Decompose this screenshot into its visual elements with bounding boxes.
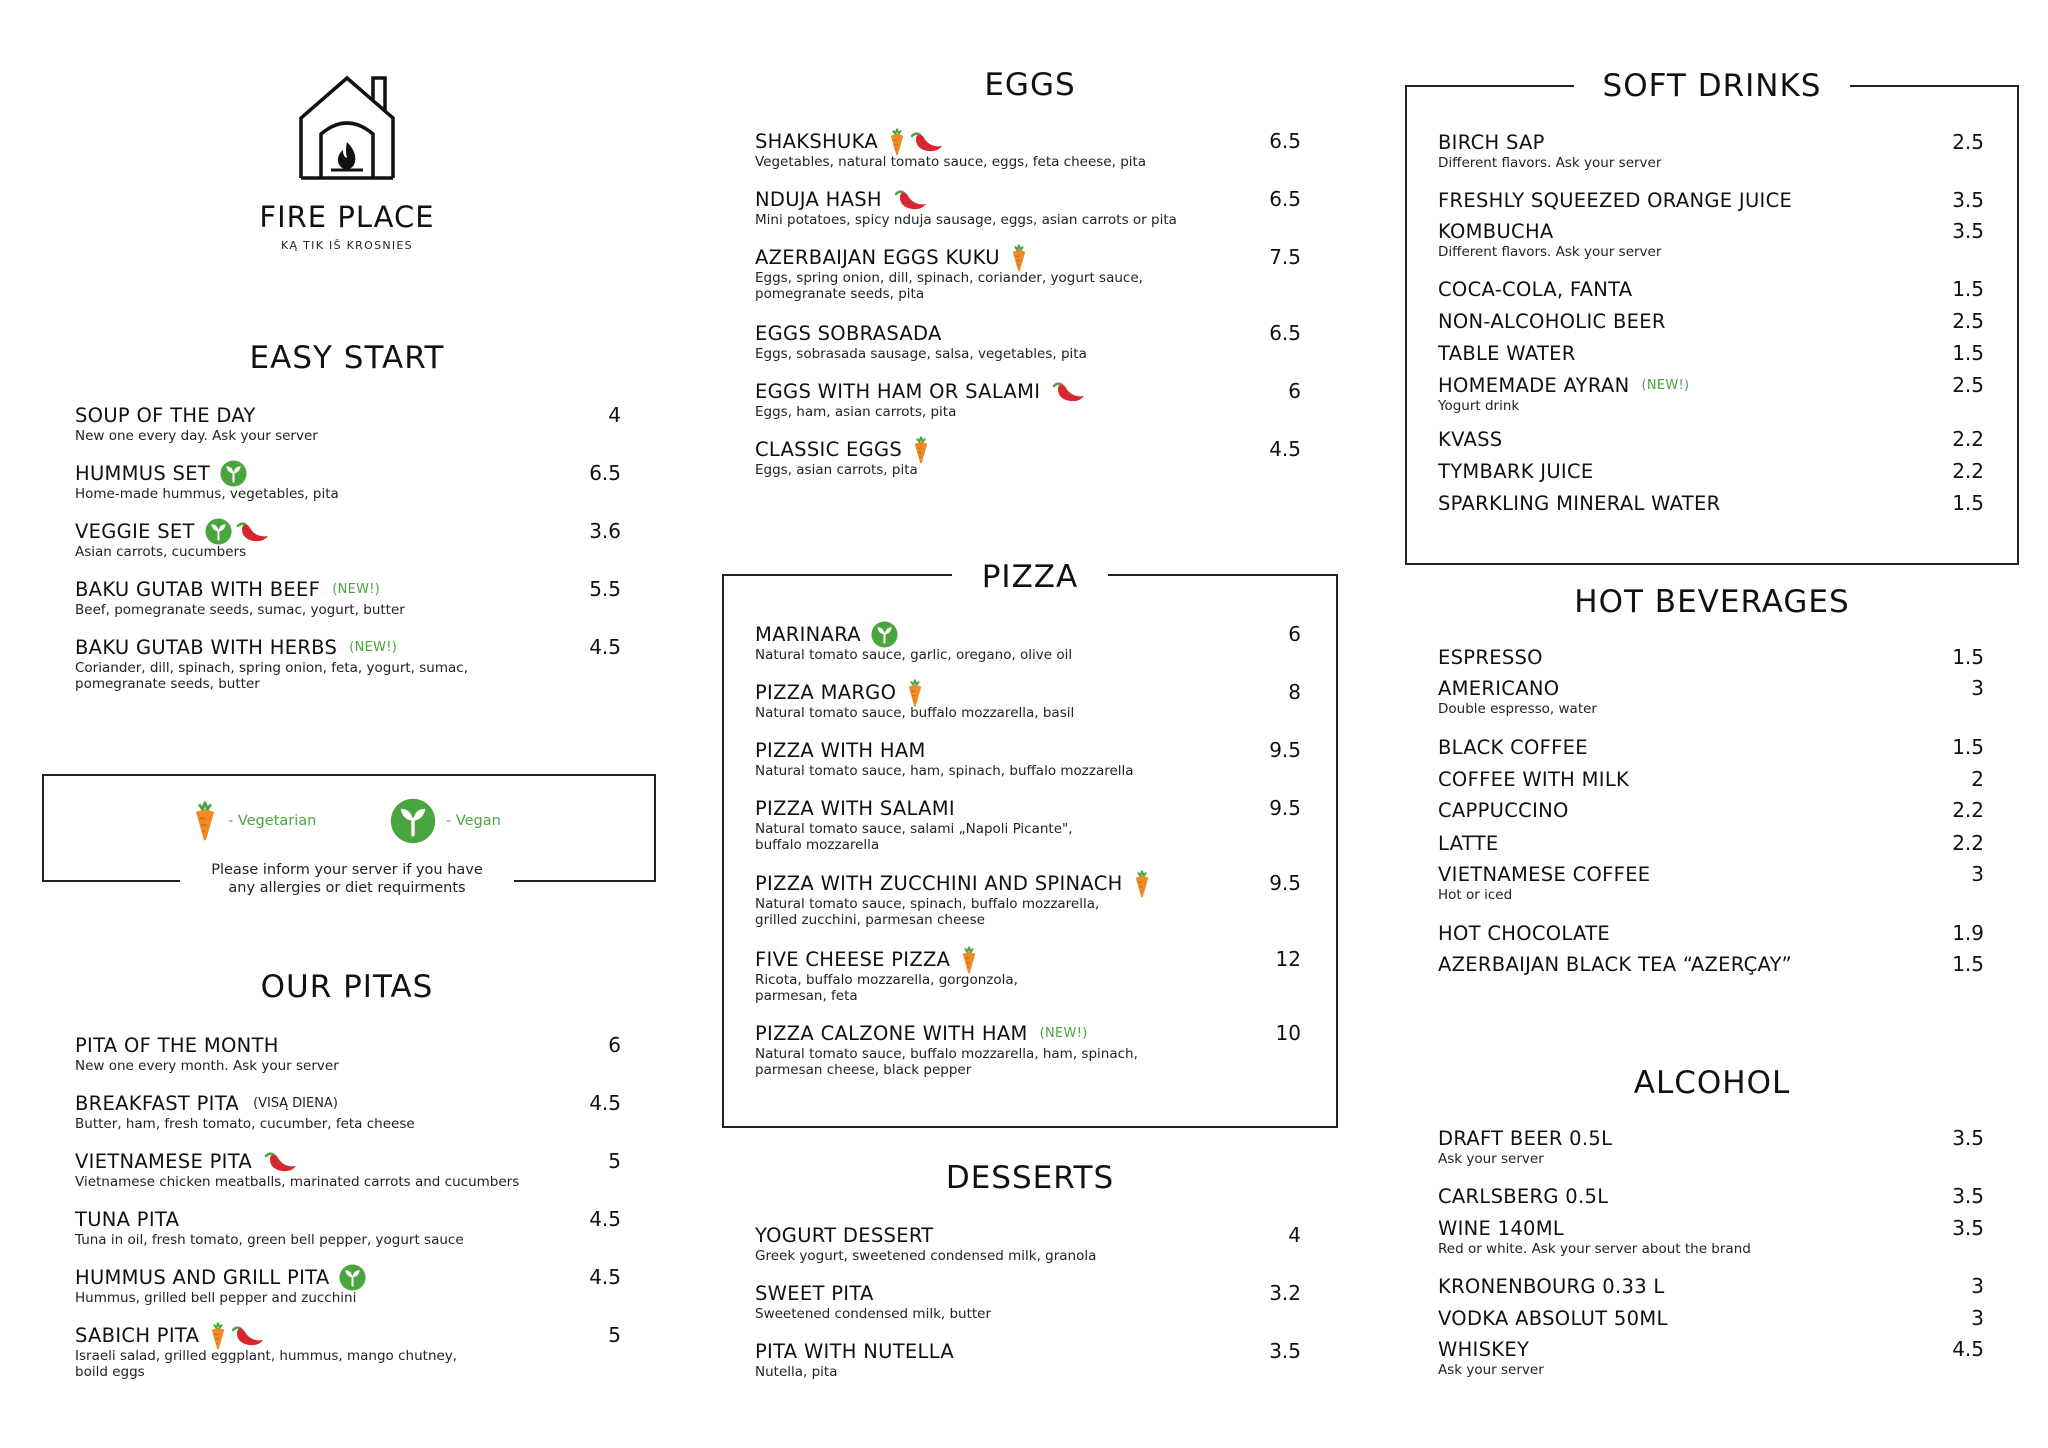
item-desc: Home-made hummus, vegetables, pita (75, 486, 339, 502)
easy-start-list (75, 402, 621, 692)
item-name: PIZZA WITH SALAMI (755, 797, 955, 820)
item-name: PIZZA CALZONE WITH HAM (755, 1022, 1028, 1045)
item-price: 3.5 (1952, 1126, 1984, 1150)
item-price: 2.5 (1952, 309, 1984, 333)
item-price: 7.5 (1269, 245, 1301, 269)
item-name: PIZZA WITH ZUCCHINI AND SPINACH (755, 872, 1123, 895)
carrot-icon (888, 127, 906, 157)
chili-icon (262, 1150, 298, 1174)
menu-item (1438, 1305, 1984, 1336)
item-name: VODKA ABSOLUT 50ML (1438, 1307, 1668, 1330)
menu-item (755, 436, 1301, 494)
menu-item (75, 1264, 621, 1322)
carrot-icon (912, 435, 930, 465)
menu-item (1438, 308, 1984, 340)
carrot-icon (209, 1321, 227, 1351)
item-desc: boild eggs (75, 1364, 145, 1380)
item-desc: Different flavors. Ask your server (1438, 155, 1662, 171)
item-desc: Butter, ham, fresh tomato, cucumber, feta cheese (75, 1116, 415, 1132)
menu-item (75, 1090, 621, 1148)
item-price: 6 (1288, 379, 1301, 403)
menu-item (75, 1322, 621, 1380)
menu-item (1438, 951, 1984, 982)
item-name: TABLE WATER (1438, 342, 1576, 365)
menu-item (75, 1032, 621, 1090)
item-name: BIRCH SAP (1438, 131, 1545, 154)
item-price: 1.5 (1952, 952, 1984, 976)
new-badge: (NEW!) (1641, 378, 1690, 393)
item-name: WHISKEY (1438, 1338, 1530, 1361)
item-price: 4 (608, 403, 621, 427)
item-price: 12 (1275, 947, 1301, 971)
menu-item (755, 1020, 1301, 1096)
item-name: VEGGIE SET (75, 520, 195, 543)
item-name: SPARKLING MINERAL WATER (1438, 492, 1721, 515)
desserts-list (755, 1222, 1301, 1396)
item-price: 3.5 (1952, 1184, 1984, 1208)
item-desc: parmesan cheese, black pepper (755, 1062, 972, 1078)
vegan-icon (871, 621, 898, 648)
menu-item (75, 576, 621, 634)
item-desc: Yogurt drink (1438, 398, 1520, 414)
item-price: 5 (608, 1149, 621, 1173)
item-desc: parmesan, feta (755, 988, 858, 1004)
item-price: 5.5 (589, 577, 621, 601)
item-name: BAKU GUTAB WITH HERBS (75, 636, 338, 659)
legend-vegetarian-label: - Vegetarian (228, 813, 317, 829)
item-desc: Tuna in oil, fresh tomato, green bell pepper, yogurt sauce (75, 1232, 464, 1248)
item-name: LATTE (1438, 832, 1499, 855)
item-price: 9.5 (1269, 738, 1301, 762)
legend-vegan (390, 798, 501, 844)
section-title-pizza: PIZZA (981, 559, 1079, 595)
item-price: 4.5 (589, 635, 621, 659)
item-desc: buffalo mozzarella (755, 837, 880, 853)
menu-item (1438, 1125, 1984, 1183)
menu-item (1438, 1215, 1984, 1273)
item-name: BLACK COFFEE (1438, 736, 1588, 759)
item-desc: Hummus, grilled bell pepper and zucchini (75, 1290, 357, 1306)
item-desc: Mini potatoes, spicy nduja sausage, eggs, asian carrots or pita (755, 212, 1177, 228)
item-price: 1.9 (1952, 921, 1984, 945)
menu-item (1438, 187, 1984, 218)
item-desc: Eggs, asian carrots, pita (755, 462, 918, 478)
new-badge: (NEW!) (349, 640, 398, 655)
menu-item (1438, 830, 1984, 861)
item-name: AMERICANO (1438, 677, 1560, 700)
item-desc: Sweetened condensed milk, butter (755, 1306, 992, 1322)
carrot-icon (960, 945, 978, 975)
item-price: 3.6 (589, 519, 621, 543)
carrot-icon (1133, 869, 1151, 899)
item-price: 10 (1275, 1021, 1301, 1045)
menu-item (75, 460, 621, 518)
item-name: SABICH PITA (75, 1324, 200, 1347)
item-desc: Different flavors. Ask your server (1438, 244, 1662, 260)
item-name: TYMBARK JUICE (1438, 460, 1594, 483)
item-desc: Asian carrots, cucumbers (75, 544, 247, 560)
menu-item (1438, 675, 1984, 734)
alcohol-list (1438, 1125, 1984, 1394)
item-desc: Natural tomato sauce, buffalo mozzarella, ham, spinach, (755, 1046, 1138, 1062)
item-desc: Vegetables, natural tomato sauce, eggs, feta cheese, pita (755, 154, 1147, 170)
section-title-our-pitas: OUR PITAS (260, 969, 434, 1005)
menu-item (755, 870, 1301, 946)
item-price: 9.5 (1269, 871, 1301, 895)
menu-item (1438, 644, 1984, 675)
item-desc: Greek yogurt, sweetened condensed milk, granola (755, 1248, 1097, 1264)
item-price: 3.5 (1952, 1216, 1984, 1240)
item-name: VIETNAMESE COFFEE (1438, 863, 1651, 886)
menu-item (1438, 1183, 1984, 1215)
chili-icon (229, 1324, 265, 1348)
menu-item (755, 320, 1301, 378)
menu-item (1438, 426, 1984, 458)
section-title-desserts: DESSERTS (945, 1160, 1115, 1196)
carrot-icon (1010, 243, 1028, 273)
house-fire-icon (295, 72, 399, 184)
item-name: EGGS SOBRASADA (755, 322, 942, 345)
item-price: 1.5 (1952, 277, 1984, 301)
menu-item (1438, 129, 1984, 187)
vegan-icon (390, 798, 436, 844)
item-desc: pomegranate seeds, pita (755, 286, 925, 302)
section-title-alcohol: ALCOHOL (1633, 1065, 1791, 1101)
soft-drinks-list (1438, 129, 1984, 522)
item-price: 6.5 (1269, 321, 1301, 345)
chili-icon (892, 188, 928, 212)
item-desc: Double espresso, water (1438, 701, 1597, 717)
menu-item (755, 679, 1301, 737)
item-desc: Ask your server (1438, 1151, 1544, 1167)
item-name: WINE 140ML (1438, 1217, 1565, 1240)
item-desc: pomegranate seeds, butter (75, 676, 260, 692)
brand-tagline: KĄ TIK IŠ KROSNIES (281, 239, 413, 252)
item-price: 1.5 (1952, 735, 1984, 759)
item-price: 4.5 (589, 1091, 621, 1115)
item-name: KVASS (1438, 428, 1503, 451)
item-price: 3 (1971, 862, 1984, 886)
item-price: 2.2 (1952, 831, 1984, 855)
chili-icon (234, 520, 270, 544)
menu-item (75, 1148, 621, 1206)
item-price: 3.5 (1952, 188, 1984, 212)
item-price: 6.5 (589, 461, 621, 485)
item-desc: Red or white. Ask your server about the brand (1438, 1241, 1751, 1257)
menu-item (75, 518, 621, 576)
eggs-list (755, 128, 1301, 494)
menu-item (1438, 490, 1984, 522)
menu-item (755, 795, 1301, 870)
menu-item (755, 128, 1301, 186)
menu-item (75, 634, 621, 692)
section-title-soft-drinks: SOFT DRINKS (1602, 68, 1822, 104)
menu-item (75, 402, 621, 460)
item-name: COFFEE WITH MILK (1438, 768, 1630, 791)
item-name: PIZZA WITH HAM (755, 739, 926, 762)
menu-item (1438, 458, 1984, 490)
item-name: HUMMUS SET (75, 462, 211, 485)
menu-item (755, 186, 1301, 244)
item-name: NDUJA HASH (755, 188, 882, 211)
allergy-note (180, 861, 514, 897)
item-name: ESPRESSO (1438, 646, 1543, 669)
item-price: 3 (1971, 1306, 1984, 1330)
item-name: EGGS WITH HAM OR SALAMI (755, 380, 1041, 403)
vegan-icon (339, 1264, 366, 1291)
menu-item (755, 621, 1301, 679)
hot-beverages-list (1438, 644, 1984, 982)
item-price: 9.5 (1269, 796, 1301, 820)
item-name: COCA-COLA, FANTA (1438, 278, 1633, 301)
item-name: TUNA PITA (75, 1208, 180, 1231)
item-price: 3 (1971, 676, 1984, 700)
carrot-icon (906, 678, 924, 708)
item-name: YOGURT DESSERT (755, 1224, 934, 1247)
item-desc: Nutella, pita (755, 1364, 838, 1380)
item-name: BAKU GUTAB WITH BEEF (75, 578, 321, 601)
item-name: KOMBUCHA (1438, 220, 1554, 243)
item-desc: Vietnamese chicken meatballs, marinated carrots and cucumbers (75, 1174, 520, 1190)
item-price: 6 (1288, 622, 1301, 646)
menu-item (755, 1338, 1301, 1396)
section-title-easy-start: EASY START (249, 340, 445, 376)
item-price: 2 (1971, 767, 1984, 791)
brand-logo (212, 72, 482, 252)
item-name: SOUP OF THE DAY (75, 404, 256, 427)
legend-vegetarian (192, 798, 316, 844)
item-name: BREAKFAST PITA (75, 1092, 240, 1115)
vegan-icon (205, 518, 232, 545)
item-note: (VISĄ DIENA) (253, 1096, 338, 1111)
item-price: 8 (1288, 680, 1301, 704)
item-price: 6 (608, 1033, 621, 1057)
item-price: 1.5 (1952, 491, 1984, 515)
allergy-note-line1: Please inform your server if you have (211, 862, 483, 878)
item-price: 2.2 (1952, 427, 1984, 451)
item-price: 2.5 (1952, 130, 1984, 154)
menu-item (755, 1222, 1301, 1280)
item-desc: New one every day. Ask your server (75, 428, 318, 444)
new-badge: (NEW!) (332, 582, 381, 597)
menu-item (75, 1206, 621, 1264)
item-desc: Ask your server (1438, 1362, 1544, 1378)
menu-item (755, 737, 1301, 795)
item-name: FRESHLY SQUEEZED ORANGE JUICE (1438, 189, 1793, 212)
chili-icon (908, 130, 944, 154)
carrot-icon (192, 798, 218, 844)
item-price: 1.5 (1952, 341, 1984, 365)
brand-name: FIRE PLACE (259, 200, 435, 234)
menu-item (755, 946, 1301, 1020)
pizza-list (755, 621, 1301, 1096)
item-price: 3.2 (1269, 1281, 1301, 1305)
item-desc: Natural tomato sauce, ham, spinach, buffalo mozzarella (755, 763, 1134, 779)
vegan-icon (220, 460, 247, 487)
item-name: MARINARA (755, 623, 861, 646)
item-desc: Natural tomato sauce, garlic, oregano, olive oil (755, 647, 1073, 663)
our-pitas-list (75, 1032, 621, 1380)
section-title-eggs: EGGS (984, 67, 1076, 103)
item-price: 4 (1288, 1223, 1301, 1247)
menu-item (755, 1280, 1301, 1338)
item-name: VIETNAMESE PITA (75, 1150, 253, 1173)
item-name: SWEET PITA (755, 1282, 874, 1305)
item-price: 2.5 (1952, 373, 1984, 397)
item-price: 1.5 (1952, 645, 1984, 669)
item-desc: New one every month. Ask your server (75, 1058, 339, 1074)
item-price: 4.5 (589, 1265, 621, 1289)
menu-item (755, 244, 1301, 320)
item-price: 6.5 (1269, 187, 1301, 211)
item-name: PIZZA MARGO (755, 681, 897, 704)
item-desc: Eggs, ham, asian carrots, pita (755, 404, 957, 420)
menu-item (1438, 372, 1984, 426)
item-price: 5 (608, 1323, 621, 1347)
item-price: 4.5 (589, 1207, 621, 1231)
item-name: PITA WITH NUTELLA (755, 1340, 954, 1363)
item-desc: Hot or iced (1438, 887, 1513, 903)
allergy-note-line2: any allergies or diet requirments (228, 880, 466, 896)
item-name: CARLSBERG 0.5L (1438, 1185, 1609, 1208)
item-desc: Natural tomato sauce, buffalo mozzarella, basil (755, 705, 1075, 721)
item-desc: Eggs, sobrasada sausage, salsa, vegetables, pita (755, 346, 1087, 362)
item-desc: Eggs, spring onion, dill, spinach, coriander, yogurt sauce, (755, 270, 1143, 286)
item-price: 4.5 (1269, 437, 1301, 461)
menu-item (755, 378, 1301, 436)
item-name: HOMEMADE AYRAN (1438, 374, 1630, 397)
item-name: FIVE CHEESE PIZZA (755, 948, 951, 971)
menu-item (1438, 340, 1984, 372)
item-desc: Israeli salad, grilled eggplant, hummus, mango chutney, (75, 1348, 458, 1364)
item-name: PITA OF THE MONTH (75, 1034, 279, 1057)
item-desc: Coriander, dill, spinach, spring onion, feta, yogurt, sumac, (75, 660, 468, 676)
item-name: SHAKSHUKA (755, 130, 878, 153)
item-price: 3 (1971, 1274, 1984, 1298)
section-title-hot-beverages: HOT BEVERAGES (1574, 584, 1850, 620)
item-name: KRONENBOURG 0.33 L (1438, 1275, 1665, 1298)
item-name: CAPPUCCINO (1438, 799, 1569, 822)
item-desc: Natural tomato sauce, salami „Napoli Picante", (755, 821, 1073, 837)
item-price: 2.2 (1952, 459, 1984, 483)
chili-icon (1050, 380, 1086, 404)
menu-item (1438, 920, 1984, 951)
item-name: HOT CHOCOLATE (1438, 922, 1610, 945)
item-price: 6.5 (1269, 129, 1301, 153)
item-name: NON-ALCOHOLIC BEER (1438, 310, 1666, 333)
item-name: HUMMUS AND GRILL PITA (75, 1266, 330, 1289)
menu-item (1438, 1273, 1984, 1305)
item-desc: Natural tomato sauce, spinach, buffalo mozzarella, (755, 896, 1100, 912)
item-name: AZERBAIJAN EGGS KUKU (755, 246, 1000, 269)
item-name: CLASSIC EGGS (755, 438, 903, 461)
item-desc: grilled zucchini, parmesan cheese (755, 912, 985, 928)
item-price: 3.5 (1269, 1339, 1301, 1363)
item-price: 3.5 (1952, 219, 1984, 243)
item-price: 2.2 (1952, 798, 1984, 822)
item-name: AZERBAIJAN BLACK TEA “AZERÇAY” (1438, 953, 1792, 976)
item-desc: Beef, pomegranate seeds, sumac, yogurt, butter (75, 602, 405, 618)
item-name: DRAFT BEER 0.5L (1438, 1127, 1613, 1150)
item-desc: Ricota, buffalo mozzarella, gorgonzola, (755, 972, 1018, 988)
legend-vegan-label: - Vegan (446, 813, 501, 829)
menu-item (1438, 276, 1984, 308)
menu-item (1438, 766, 1984, 797)
item-price: 4.5 (1952, 1337, 1984, 1361)
menu-item (1438, 734, 1984, 766)
menu-item (1438, 1336, 1984, 1394)
menu-item (1438, 218, 1984, 276)
new-badge: (NEW!) (1039, 1026, 1088, 1041)
menu-item (1438, 797, 1984, 830)
menu-item (1438, 861, 1984, 920)
